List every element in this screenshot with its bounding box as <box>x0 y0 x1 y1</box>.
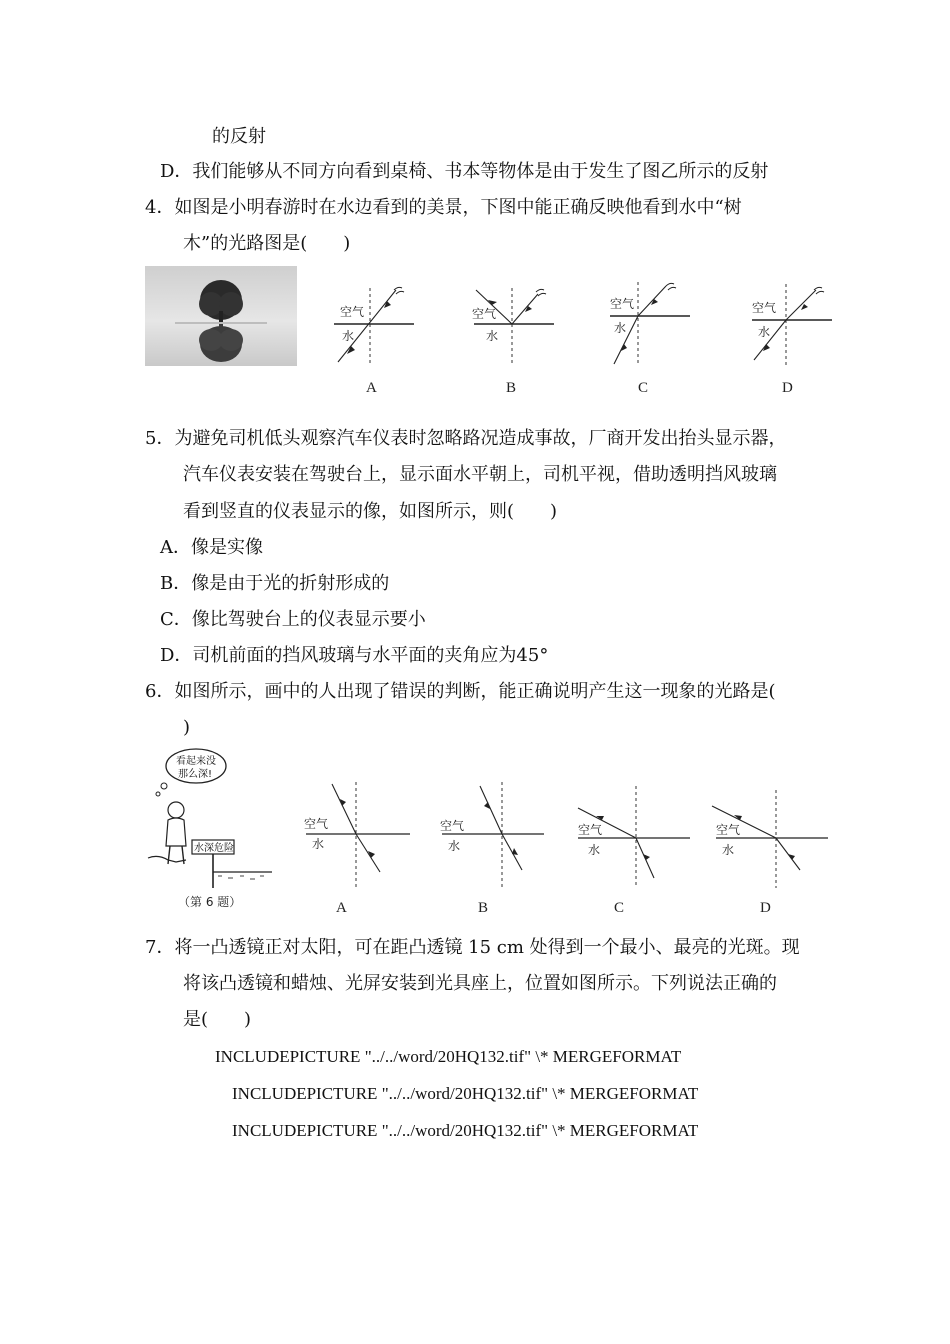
q6-label-b: B <box>478 900 489 916</box>
q4-label-d: D <box>782 380 793 396</box>
include-field-1: INCLUDEPICTURE "../../word/20HQ132.tif" \* MERGEFORMAT <box>215 1047 682 1066</box>
q6-b-air: 空气 <box>440 819 465 833</box>
q4-b-water: 水 <box>486 329 499 343</box>
include-field-3: INCLUDEPICTURE "../../word/20HQ132.tif" \* MERGEFORMAT <box>232 1121 699 1140</box>
q4-a-air: 空气 <box>340 305 365 319</box>
q6-warning-sign: 水深危险 <box>194 843 234 854</box>
q4-c-air: 空气 <box>610 297 635 311</box>
q6-diagram-d <box>712 790 828 916</box>
include-field-2: INCLUDEPICTURE "../../word/20HQ132.tif" \* MERGEFORMAT <box>232 1084 699 1103</box>
q4-a-water: 水 <box>342 329 355 343</box>
q4-stem-line2: 木”的光路图是( ) <box>183 233 351 254</box>
q6-cartoon <box>140 748 280 916</box>
q5-option-a: A．像是实像 <box>160 537 263 558</box>
tree-reflection-photo <box>145 266 297 366</box>
q6-a-water: 水 <box>312 837 325 851</box>
q7-stem-line3: 是( ) <box>183 1009 252 1030</box>
q6-bubble-line1: 看起来没 <box>176 756 216 767</box>
q5-stem-line3: 看到竖直的仪表显示的像，如图所示，则( ) <box>183 501 558 522</box>
q6-c-water: 水 <box>588 843 601 857</box>
q6-diagrams <box>300 778 840 918</box>
person-head <box>168 802 184 818</box>
q3-continuation: 的反射 <box>212 126 266 147</box>
q4-c-water: 水 <box>614 321 627 335</box>
q5-option-b: B．像是由于光的折射形成的 <box>160 573 390 594</box>
q6-b-water: 水 <box>448 839 461 853</box>
q6-label-a: A <box>336 900 347 916</box>
q6-d-water: 水 <box>722 843 735 857</box>
q6-stem-line2: ) <box>183 717 191 738</box>
q4-d-air: 空气 <box>752 301 777 315</box>
q4-diagram-c <box>610 282 690 396</box>
q5-stem-line2: 汽车仪表安装在驾驶台上，显示面水平朝上，司机平视，借助透明挡风玻璃 <box>183 464 777 485</box>
q6-bubble-line2: 那么深! <box>178 769 213 780</box>
q6-a-air: 空气 <box>304 817 329 831</box>
q4-label-a: A <box>366 380 377 396</box>
q4-diagrams <box>330 280 850 400</box>
q7-stem-line1: 7．将一凸透镜正对太阳，可在距凸透镜 15 cm 处得到一个最小、最亮的光斑。现 <box>145 937 800 958</box>
q4-d-water: 水 <box>758 325 771 339</box>
q6-caption: （第 6 题） <box>178 895 242 909</box>
q4-label-c: C <box>638 380 649 396</box>
q6-diagram-c <box>578 786 690 916</box>
q6-c-air: 空气 <box>578 823 603 837</box>
q5-option-c: C．像比驾驶台上的仪表显示要小 <box>160 609 426 630</box>
q4-diagram-a <box>334 287 414 396</box>
q6-stem-line1: 6．如图所示，画中的人出现了错误的判断，能正确说明产生这一现象的光路是( <box>145 681 776 702</box>
q4-b-air: 空气 <box>472 307 497 321</box>
q4-label-b: B <box>506 380 517 396</box>
q5-option-d: D．司机前面的挡风玻璃与水平面的夹角应为45° <box>160 645 549 666</box>
q5-stem-line1: 5．为避免司机低头观察汽车仪表时忽略路况造成事故，厂商开发出抬头显示器， <box>145 428 787 449</box>
q6-label-d: D <box>760 900 771 916</box>
q4-diagram-b <box>472 288 554 396</box>
q6-diagram-b <box>440 782 544 916</box>
q3-option-d: D．我们能够从不同方向看到桌椅、书本等物体是由于发生了图乙所示的反射 <box>160 161 769 182</box>
q7-stem-line2: 将该凸透镜和蜡烛、光屏安装到光具座上，位置如图所示。下列说法正确的 <box>183 973 777 994</box>
q6-d-air: 空气 <box>716 823 741 837</box>
q6-label-c: C <box>614 900 625 916</box>
q4-stem-line1: 4．如图是小明春游时在水边看到的美景，下图中能正确反映他看到水中“树 <box>145 197 742 218</box>
q4-diagram-d <box>752 284 832 396</box>
q6-diagram-a <box>304 782 410 916</box>
